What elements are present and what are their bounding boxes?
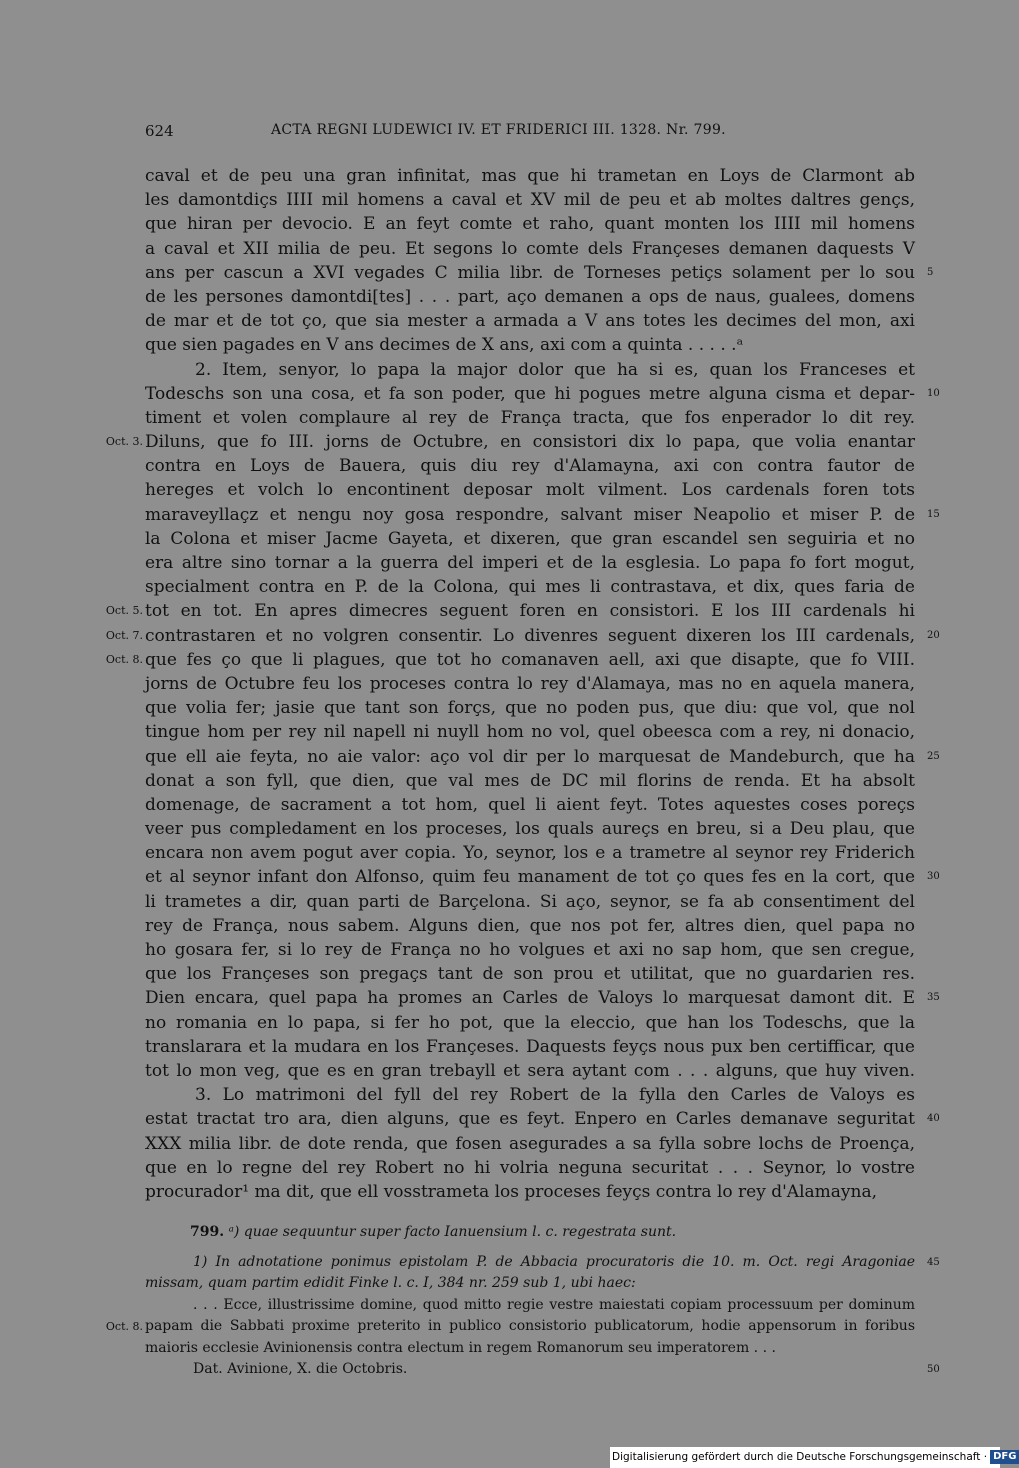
text-line [145,672,915,696]
line-text: tot en tot. En apres dimecres seguent foren en consistori. E los III cardenals hi [145,601,915,622]
text-line [145,938,915,962]
line-text: ans per cascun a XVI vegades C milia libr. de Torneses petiçs solament per lo sou [145,262,915,283]
text-line [145,478,915,502]
text-line [145,865,940,889]
line-text: Todeschs son una cosa, et fa son poder, que hi pogues metre alguna cisma et depar- [145,383,915,404]
footnote-1-line-2: missam, quam partim edidit Finke l. c. I, 384 nr. 259 sub 1, ubi haec: [145,1275,636,1291]
line-text: que los Françeses son pregaçs tant de son prou et utilitat, que no guardarien res. [145,964,915,985]
line-text: que fes ço que li plagues, que tot ho comanaven aell, axi que disapte, que fo VIII. [145,649,915,670]
line-number: 40 [927,1113,940,1125]
line-text: li trametes a dir, quan parti de Barçelona. Si aço, seynor, se fa ab consentiment del [145,891,915,912]
line-number: 20 [927,629,940,641]
text-line [145,261,934,285]
text-line [145,769,915,793]
text-line [145,551,915,575]
text-line [145,382,940,406]
line-text: specialment contra en P. de la Colona, qui mes li contrastava, et dix, ques faria de [145,577,915,598]
line-text: tingue hom per rey nil napell ni nuyll hom no vol, quel obeesca com a rey, ni donacio, [145,722,915,743]
line-text: que sien pagades en V ans decimes de X ans, axi com a quinta . . . . .ᵃ [145,335,744,356]
text-line [145,914,915,938]
line-text: XXX milia libr. de dote renda, que fosen asegurades a sa fylla sobre lochs de Proença, [145,1133,915,1154]
line-text: contrastaren et no volgren consentir. Lo divenres seguent dixeren los III cardenals, [145,625,915,646]
text-line [145,164,915,188]
text-line [145,358,915,382]
text-line [145,285,915,309]
line-text: ho gosara fer, si lo rey de França no ho volgues et axi no sap hom, que sen cregue, [145,940,915,960]
text-line [145,237,915,261]
line-text: de les persones damontdi[tes] . . . part, aço demanen a ops de naus, gualees, domens [145,286,915,307]
text-line [145,575,915,599]
line-text: tot lo mon veg, que es en gran trebayll et sera aytant com . . . alguns, que huy viven. [145,1060,915,1081]
margin-date: Oct. 3. [105,435,143,449]
line-text: timent et volen complaure al rey de França tracta, que fos enperador lo dit rey. [145,407,915,428]
text-line [105,599,915,623]
line-text: de mar et de tot ço, que sia mester a armada a V ans totes les decimes del mon, axi [145,311,915,332]
line-text: encara non avem pogut aver copia. Yo, seynor, los e a trametre al seynor rey Friderich [145,843,915,864]
text-line [145,1132,915,1156]
line-text: que ell aie feyta, no aie valor: aço vol dir per lo marquesat de Mandeburch, que ha [145,746,915,767]
line-text: Dien encara, quel papa ha promes an Carles de Valoys lo marquesat damont dit. E [145,988,915,1009]
line-text: jorns de Octubre feu los proceses contra lo rey d'Alamaya, mas no en aquela manera, [145,673,915,694]
line-text: contra en Loys de Bauera, quis diu rey d'Alamayna, axi con contra fautor de [145,456,915,477]
line-text: no romania en lo papa, si fer ho pot, que la eleccio, que han los Todeschs, que la [145,1012,915,1033]
margin-date: Oct. 8. [105,652,143,666]
text-line [145,986,940,1010]
text-line [145,1083,915,1107]
notes-section [105,1222,940,1381]
line-text: a caval et XII milia de peu. Et segons lo comte dels Françeses demanen daquests V [145,238,915,259]
line-text: domenage, de sacrament a tot hom, quel li aient feyt. Totes aquestes coses poreçs [145,794,915,815]
line-text: era altre sino tornar a la guerra del imperi et de la esglesia. Lo papa fo fort mogut, [145,553,915,573]
text-line [145,745,940,769]
footnote-1-line-1: 1) In adnotatione ponimus epistolam P. de Abbacia procuratoris die 10. m. Oct. regi Aragoniae 45 [145,1252,915,1274]
text-line [145,817,915,841]
line-text: Diluns, que fo III. jorns de Octubre, en consistori dix lo papa, que volia enantar [145,432,915,453]
line-text: hereges et volch lo encontinent deposar molt vilment. Los cardenals foren tots [145,480,915,501]
apparatus-ref: 799. [190,1224,225,1240]
line-text: procurador¹ ma dit, que ell vosstrameta los proceses feyçs contra lo rey d'Alamayna, [145,1181,877,1202]
line-number: 35 [927,992,940,1004]
footer-credit [610,1447,1017,1468]
running-head: ACTA REGNI LUDEWICI IV. ET FRIDERICI III. 1328. Nr. 799. [271,122,726,138]
line-text: la Colona et miser Jacme Gayeta, et dixeren, que gran escandel sen seguiria et no [145,528,915,549]
dfg-logo: DFG [990,1450,1019,1464]
text-line [145,1180,915,1204]
line-text: translarara et la mudara en los Françeses. Daquests feyçs nous pux ben certifficar, que [145,1036,915,1057]
text-line [145,1035,915,1059]
text-line [105,430,915,454]
line-text: maraveyllaçz et nengu noy gosa respondre, salvant miser Neapolio et miser P. de [145,504,915,525]
text-line [145,890,915,914]
apparatus-text: ᵃ) quae sequuntur super facto Ianuensium l. c. regestrata sunt. [228,1224,677,1240]
text-line [145,1011,915,1035]
page-number: 624 [145,122,174,140]
line-text: les damontdiçs IIII mil homens a caval et XV mil de peu et ab moltes daltres gençs, [145,190,915,211]
line-number: 30 [927,871,940,883]
margin-date: Oct. 8. [105,1320,143,1333]
line-text: 2. Item, senyor, lo papa la major dolor que ha si es, quan los Franceses et [195,359,915,380]
text-line [145,1107,940,1131]
quote-line-3: maioris ecclesie Avinionensis contra electum in regem Romanorum seu imperatorem . . . [145,1339,776,1356]
text-line [145,188,915,212]
line-text: veer pus compledament en los proceses, los quals aureçs en breu, si a Deu plau, que [145,819,915,840]
footer-text: Digitalisierung gefördert durch die Deutsche Forschungsgemeinschaft · [612,1451,988,1463]
main-text [105,164,940,1204]
text-line [145,333,915,357]
text-line [145,793,915,817]
dat-line: Dat. Avinione, X. die Octobris. 50 [145,1359,915,1381]
quote-line-2: Oct. 8. papam die Sabbati proxime preterito in publico consistorio publicatorum, hodie appensorum in foribus [145,1316,915,1338]
line-text: que en lo regne del rey Robert no hi volria neguna securitat . . . Seynor, lo vostre [145,1157,915,1178]
text-line [145,696,915,720]
line-text: que volia fer; jasie que tant son forçs, que no poden pus, que diu: que vol, que nol [145,698,915,719]
text-line [145,309,915,333]
text-line [145,527,915,551]
text-line [145,454,915,478]
quote-line-1: . . . Ecce, illustrissime domine, quod mitto regie vestre maiestati copiam processuum per dominum [193,1296,915,1313]
line-number: 50 [927,1364,940,1375]
text-line [145,503,940,527]
line-text: que hiran per devocio. E an feyt comte et raho, quant monten los IIII mil homens [145,214,915,235]
line-number: 25 [927,750,940,762]
line-number: 10 [927,387,940,399]
page-header [145,122,915,146]
text-line [105,648,915,672]
margin-date: Oct. 5. [105,604,143,618]
margin-date: Oct. 7. [105,628,143,642]
line-number: 5 [927,266,934,278]
line-text: et al seynor infant don Alfonso, quim feu manament de tot ço ques fes en la cort, que [145,867,915,888]
text-line [145,212,915,236]
text-line [145,841,915,865]
line-number: 15 [927,508,940,520]
line-text: donat a son fyll, que dien, que val mes de DC mil florins de renda. Et ha absolt [145,770,915,791]
text-line [145,1156,915,1180]
line-number: 45 [927,1256,940,1268]
text-line [145,720,915,744]
apparatus-note [145,1222,915,1244]
line-text: estat tractat tro ara, dien alguns, que es feyt. Enpero en Carles demanave seguritat [145,1109,915,1130]
text-line [145,962,915,986]
line-text: rey de França, nous sabem. Alguns dien, que nos pot fer, altres dien, quel papa no [145,915,915,936]
line-text: caval et de peu una gran infinitat, mas que hi trametan en Loys de Clarmont ab [145,166,915,186]
text-line [145,406,915,430]
text-line [105,624,940,648]
line-text: 3. Lo matrimoni del fyll del rey Robert de la fylla den Carles de Valoys es [195,1085,915,1106]
text-line [145,1059,915,1083]
